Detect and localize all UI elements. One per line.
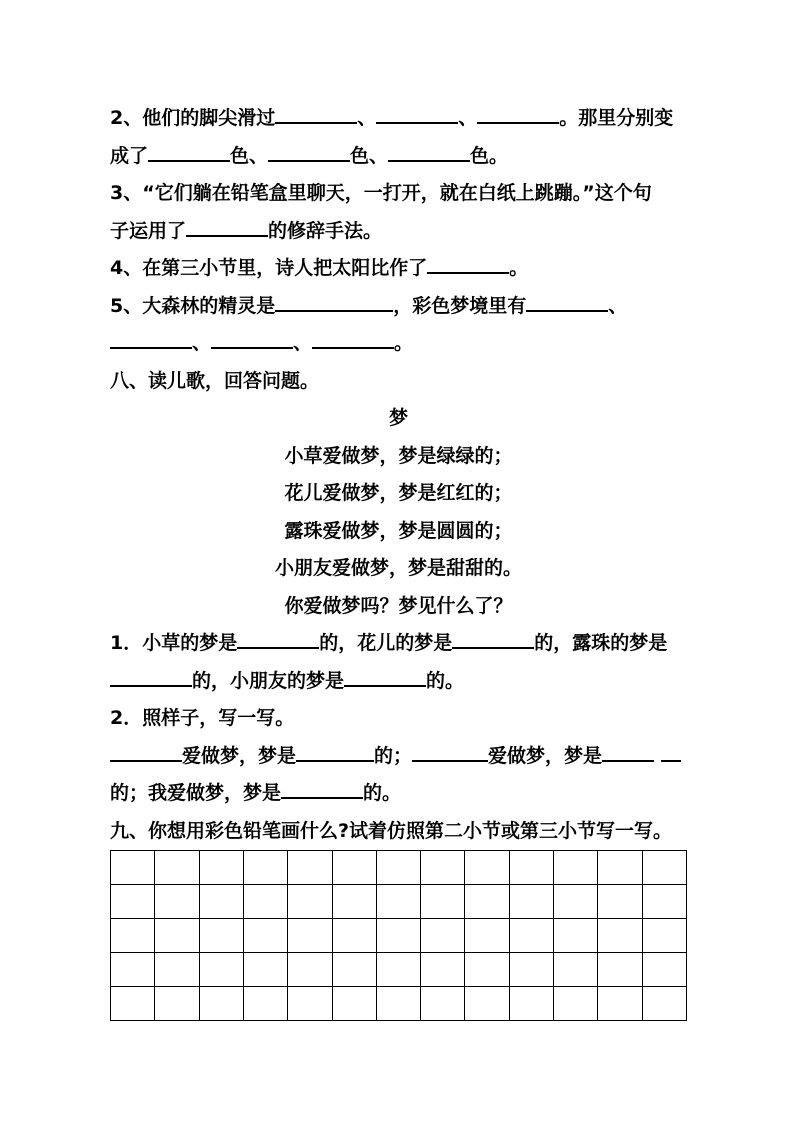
writing-grid-cell <box>288 885 332 919</box>
fill-in-blank <box>526 294 608 312</box>
text-segment: 爱做梦，梦是 <box>488 744 603 767</box>
text-segment: 、 <box>458 107 478 129</box>
writing-grid-cell <box>244 987 288 1021</box>
text-segment: 、 <box>192 332 212 354</box>
writing-grid-cell <box>643 987 687 1021</box>
text-segment: 3、“它们躺在铅笔盒里聊天，一打开，就在白纸上跳蹦。”这个句 <box>110 182 652 204</box>
writing-grid-cell <box>155 919 199 953</box>
writing-grid-cell <box>421 919 465 953</box>
writing-grid-cell <box>155 851 199 885</box>
writing-grid-cell <box>200 885 244 919</box>
fill-in-blank <box>427 256 509 274</box>
text-segment: 、 <box>608 294 628 317</box>
writing-grid-cell <box>465 851 509 885</box>
writing-grid-cell <box>288 851 332 885</box>
writing-grid-cell <box>510 851 554 885</box>
question-5-line-2 <box>110 325 687 363</box>
writing-grid-cell <box>333 919 377 953</box>
writing-grid-cell <box>111 919 155 953</box>
text-segment: 的，花儿的梦是 <box>319 632 453 654</box>
fill-in-blank <box>275 106 357 124</box>
writing-grid-cell <box>598 851 642 885</box>
writing-grid-cell <box>643 919 687 953</box>
poem-line-5 <box>110 588 687 626</box>
writing-grid-cell <box>333 987 377 1021</box>
fill-in-blank <box>296 744 374 762</box>
fill-in-blank <box>477 106 559 124</box>
text-segment: 的，小朋友的梦是 <box>192 669 345 692</box>
sub-question-1-line-2 <box>110 663 687 701</box>
text-segment: 梦 <box>388 407 408 429</box>
writing-grid-cell <box>643 851 687 885</box>
poem-line-2 <box>110 475 687 513</box>
writing-grid-cell <box>111 885 155 919</box>
writing-grid-cell <box>200 851 244 885</box>
fill-in-blank <box>312 331 394 349</box>
fill-in-blank <box>388 144 470 162</box>
writing-grid-cell <box>598 953 642 987</box>
writing-grid-cell <box>643 885 687 919</box>
writing-grid-cell <box>200 953 244 987</box>
question-2-line-2 <box>110 138 687 176</box>
writing-grid-cell <box>554 987 598 1021</box>
writing-grid-cell <box>465 885 509 919</box>
text-segment: 小草爱做梦，梦是绿绿的； <box>284 444 513 467</box>
fill-in-blank <box>344 669 426 687</box>
question-2-line-1 <box>110 100 687 138</box>
writing-grid-cell <box>465 953 509 987</box>
writing-grid-cell <box>465 919 509 953</box>
writing-grid-cell <box>554 851 598 885</box>
text-segment <box>654 745 661 767</box>
writing-grid-cell <box>200 987 244 1021</box>
writing-grid-cell <box>155 987 199 1021</box>
text-segment: 的。 <box>363 782 402 804</box>
text-segment: ，彩色梦境里有 <box>393 294 527 317</box>
writing-grid-cell <box>244 919 288 953</box>
fill-in-blank <box>602 744 654 762</box>
writing-grid-cell <box>244 885 288 919</box>
writing-grid-cell <box>111 987 155 1021</box>
writing-grid-cell <box>377 987 421 1021</box>
writing-grid-cell <box>554 919 598 953</box>
writing-grid-cell <box>643 953 687 987</box>
writing-grid-cell <box>421 953 465 987</box>
fill-in-blank <box>211 331 293 349</box>
writing-grid-cell <box>288 953 332 987</box>
text-segment: 子运用了 <box>110 219 187 242</box>
writing-grid-cell <box>155 885 199 919</box>
writing-grid-cell <box>598 987 642 1021</box>
fill-in-blank <box>148 144 230 162</box>
writing-grid-cell <box>288 987 332 1021</box>
poem-line-3 <box>110 513 687 551</box>
text-segment: 小朋友爱做梦，梦是甜甜的。 <box>274 557 522 579</box>
writing-grid-cell <box>421 851 465 885</box>
question-5-line-1 <box>110 288 687 326</box>
writing-grid <box>110 850 687 1021</box>
writing-grid-cell <box>421 885 465 919</box>
fill-in-blank <box>110 669 192 687</box>
writing-grid-cell <box>377 851 421 885</box>
text-segment: 露珠爱做梦，梦是圆圆的； <box>284 519 513 542</box>
writing-grid-cell <box>510 885 554 919</box>
text-segment: 、 <box>293 332 313 354</box>
sub-question-2-line-2 <box>110 775 687 813</box>
sub-question-2-heading <box>110 700 687 738</box>
section-9-heading <box>110 813 687 851</box>
fill-in-blank <box>237 631 319 649</box>
question-3-line-2 <box>110 213 687 251</box>
text-segment: 。那里分别变 <box>559 107 674 129</box>
poem-line-4 <box>110 550 687 588</box>
text-segment: 2、他们的脚尖滑过 <box>110 107 276 129</box>
text-segment: 5、大森林的精灵是 <box>110 294 276 317</box>
fill-in-blank <box>186 219 268 237</box>
section-8-heading <box>110 363 687 401</box>
poem-line-1 <box>110 438 687 476</box>
writing-grid-cell <box>510 919 554 953</box>
writing-grid-cell <box>333 885 377 919</box>
writing-grid-cell <box>200 919 244 953</box>
text-segment: 、 <box>357 107 377 129</box>
text-segment: 的； <box>374 744 413 767</box>
writing-grid-cell <box>465 987 509 1021</box>
writing-grid-cell <box>554 953 598 987</box>
fill-in-blank <box>110 331 192 349</box>
fill-in-blank <box>661 744 681 762</box>
text-segment: 4、在第三小节里，诗人把太阳比作了 <box>110 257 428 279</box>
text-segment: 1．小草的梦是 <box>110 632 238 654</box>
fill-in-blank <box>452 631 534 649</box>
writing-grid-cell <box>510 987 554 1021</box>
writing-grid-cell <box>554 885 598 919</box>
text-segment: 2．照样子，写一写。 <box>110 707 295 729</box>
text-segment: 九、你想用彩色铅笔画什么?试着仿照第二小节或第三小节写一写。 <box>110 819 673 842</box>
fill-in-blank <box>412 744 488 762</box>
writing-grid-cell <box>377 885 421 919</box>
poem-title <box>110 400 687 438</box>
sub-question-1-line-1 <box>110 625 687 663</box>
text-segment: 的。 <box>426 669 465 692</box>
writing-grid-cell <box>288 919 332 953</box>
writing-grid-cell <box>598 885 642 919</box>
writing-grid-cell <box>377 953 421 987</box>
fill-in-blank <box>110 744 182 762</box>
fill-in-blank <box>281 781 363 799</box>
text-segment: 。 <box>509 257 529 279</box>
text-segment: 的；我爱做梦，梦是 <box>110 782 282 804</box>
text-segment: 色、 <box>350 144 389 167</box>
writing-grid-cell <box>244 851 288 885</box>
writing-grid-cell <box>421 987 465 1021</box>
text-segment: 。 <box>394 332 414 354</box>
sub-question-2-line-1 <box>110 738 687 776</box>
writing-grid-cell <box>111 851 155 885</box>
writing-grid-cell <box>333 953 377 987</box>
text-segment: 八、读儿歌，回答问题。 <box>110 369 320 392</box>
text-segment: 你爱做梦吗？梦见什么了？ <box>284 594 513 617</box>
writing-grid-cell <box>244 953 288 987</box>
writing-grid-cell <box>155 953 199 987</box>
writing-grid-cell <box>598 919 642 953</box>
text-segment: 色、 <box>230 144 269 167</box>
writing-grid-cell <box>111 953 155 987</box>
text-segment: 色。 <box>470 144 509 167</box>
text-segment: 成了 <box>110 144 149 167</box>
document-body <box>110 100 687 850</box>
text-segment: 花儿爱做梦，梦是红红的； <box>284 482 513 504</box>
question-4 <box>110 250 687 288</box>
text-segment: 的修辞手法。 <box>268 219 383 242</box>
writing-grid-cell <box>377 919 421 953</box>
question-3-line-1 <box>110 175 687 213</box>
text-segment: 的，露珠的梦是 <box>534 632 668 654</box>
writing-grid-cell <box>333 851 377 885</box>
fill-in-blank <box>275 294 393 312</box>
writing-grid-cell <box>510 953 554 987</box>
fill-in-blank <box>376 106 458 124</box>
text-segment: 爱做梦，梦是 <box>182 744 297 767</box>
fill-in-blank <box>268 144 350 162</box>
